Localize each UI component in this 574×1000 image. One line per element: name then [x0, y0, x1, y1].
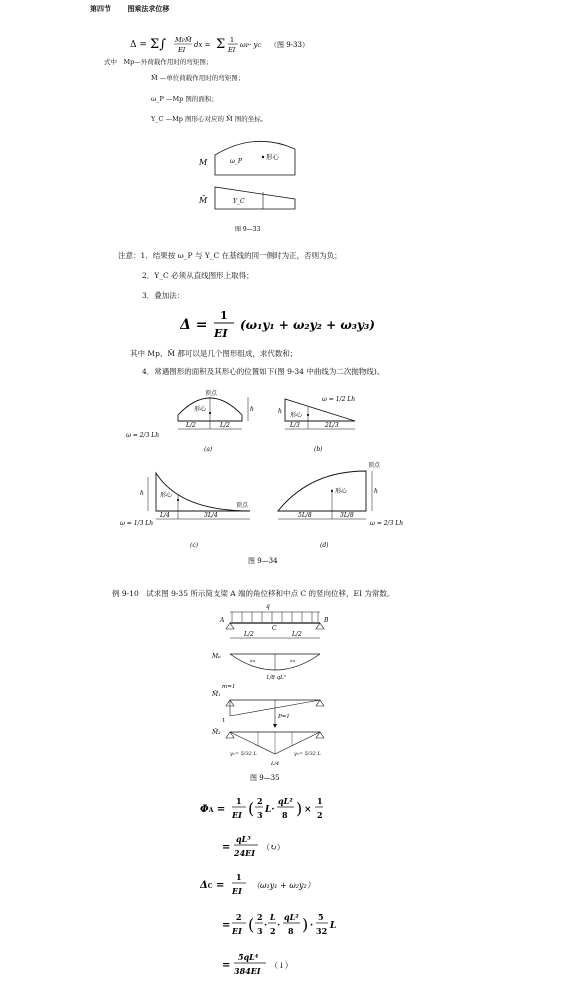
fig934d-centroid: 形心	[335, 488, 348, 495]
def-1: 式中 Mp—外荷载作用时的弯矩图；	[104, 58, 213, 66]
fig934a-h: h	[250, 406, 254, 413]
fig934c-omega: ω = 1/3 Lh	[120, 520, 154, 527]
solution-formulas	[200, 790, 400, 995]
fig933-omega: ω_P	[230, 158, 242, 165]
fig935-y1: y₁= 5/32 L	[230, 751, 257, 757]
svg-text:1: 1	[230, 36, 235, 44]
svg-text:EI: EI	[178, 46, 186, 54]
mbar-diagram-shape	[215, 187, 295, 209]
fig934b-seg2: 2L/3	[325, 422, 339, 429]
svg-text:1: 1	[220, 309, 228, 322]
fig934-a	[126, 389, 254, 453]
svg-text:ωP· yC: ωP· yC	[240, 41, 262, 49]
svg-text:×: ×	[304, 805, 312, 815]
fig935-mp-val: 1/8 qL²	[266, 675, 286, 681]
svg-text:ΔC =: ΔC =	[200, 880, 225, 891]
svg-text:2: 2	[236, 912, 242, 922]
superposition-formula	[180, 305, 390, 343]
fig934a-vertex: 顶点	[205, 390, 218, 397]
svg-text:24EI: 24EI	[234, 848, 255, 858]
fig934-b	[278, 396, 355, 453]
fig935-L4: L/4	[271, 761, 280, 767]
fig934-caption: 图 9—34	[248, 557, 278, 565]
svg-text:(ω₁y₁ + ω₂y₂ + ω₃y₃): (ω₁y₁ + ω₂y₂ + ω₃y₃)	[240, 318, 375, 332]
svg-text:3: 3	[257, 926, 263, 936]
item-4: 4．常遇图形的面积及其形心的位置如下(图 9-34 中曲线为二次抛物线)。	[142, 367, 385, 376]
svg-text:·: ·	[277, 921, 281, 931]
svg-text:8: 8	[282, 810, 288, 820]
svg-text:Σ∫: Σ∫	[150, 37, 166, 52]
fig933-label-m: M	[199, 158, 208, 167]
svg-text:qL³: qL³	[236, 834, 251, 844]
fig935-seg2: L/2	[292, 631, 302, 638]
fig935-q: q	[266, 603, 270, 610]
fig935-seg1: L/2	[244, 631, 254, 638]
fig935-M2: M̄₂	[212, 729, 221, 736]
fig935-w2: ω₂	[290, 659, 296, 664]
svg-text:2: 2	[257, 796, 263, 806]
svg-text:·: ·	[310, 921, 314, 931]
fig934-d	[278, 461, 403, 549]
fig934c-vertex: 顶点	[236, 502, 249, 509]
fig935-one: 1	[222, 718, 226, 724]
svg-text:MPM̄: MPM̄	[175, 36, 192, 44]
svg-text:EI: EI	[214, 327, 228, 340]
fig934d-h: h	[374, 488, 378, 495]
figure-9-33	[195, 135, 315, 235]
svg-text:qL²: qL²	[278, 796, 293, 806]
svg-text:Σ: Σ	[216, 37, 226, 52]
svg-text:（↓）: （↓）	[270, 961, 293, 970]
fig933-caption: 图 9—33	[235, 226, 261, 233]
fig935-y2: y₂= 5/32 L	[294, 751, 321, 757]
fig934-c	[120, 473, 250, 549]
fig934c-h: h	[140, 490, 144, 497]
svg-text:1: 1	[236, 796, 242, 806]
fig934a-label: (a)	[204, 446, 213, 453]
svg-text:qL²: qL²	[284, 912, 299, 922]
svg-text:5qL⁴: 5qL⁴	[238, 952, 259, 962]
fig934c-centroid: 形心	[160, 492, 173, 499]
svg-text:2: 2	[317, 810, 323, 820]
svg-text:(: (	[248, 915, 255, 934]
fig934b-centroid: 形心	[290, 412, 303, 419]
fig935-P1: P=1	[278, 714, 290, 720]
figure-9-35	[200, 600, 340, 785]
svg-text:3: 3	[257, 810, 263, 820]
centroid-dot	[262, 156, 264, 158]
section-title: 图乘法求位移	[127, 5, 170, 13]
example-statement: 例 9-10 试求图 9-35 所示简支梁 A 端的角位移和中点 C 的竖向位移，EI 为常数。	[112, 589, 395, 598]
fig934a-seg2: L/2	[220, 422, 230, 429]
fig934d-omega: ω = 2/3 Lh	[370, 520, 404, 527]
svg-text:dx =: dx =	[194, 41, 211, 49]
svg-text:): )	[296, 799, 303, 818]
after-formula: 其中 Mp、M̄ 都可以是几个图形组成，求代数和；	[130, 349, 298, 358]
fig934b-h: h	[278, 408, 282, 415]
def-2: M̄ —单位荷载作用时的弯矩图；	[151, 74, 245, 82]
fig934c-seg1: L/4	[160, 512, 170, 519]
svg-text:2: 2	[257, 912, 263, 922]
fig934d-label: (d)	[320, 542, 329, 549]
fig935-C: C	[272, 625, 277, 632]
fig934c-label: (c)	[190, 542, 199, 549]
fig934b-seg1: L/3	[290, 422, 300, 429]
svg-text:=: =	[222, 960, 231, 971]
fig935-Mp: Mₚ	[212, 653, 221, 660]
svg-text:·: ·	[264, 921, 268, 931]
fig934c-seg2: 3L/4	[204, 512, 218, 519]
fig935-B: B	[324, 617, 329, 624]
fig934a-centroid: 形心	[194, 406, 207, 413]
fig935-A: A	[220, 617, 225, 624]
def-4: Y_C —Mp 图形心对应的 M̄ 图的坐标。	[151, 115, 268, 123]
section-number: 第四节	[90, 5, 111, 13]
svg-text:EI: EI	[228, 46, 236, 54]
svg-text:（↻）: （↻）	[262, 843, 285, 852]
fig934d-vertex: 顶点	[368, 462, 381, 469]
fig933-label-mbar: M̄	[199, 196, 208, 205]
fig934a-seg1: L/2	[186, 422, 196, 429]
svg-text:Δ =: Δ =	[180, 317, 208, 333]
svg-text:1: 1	[317, 796, 323, 806]
fig935-caption: 图 9—35	[250, 774, 280, 782]
fig934b-omega: ω = 1/2 Lh	[322, 396, 356, 403]
svg-text:L: L	[270, 912, 276, 922]
fig935-w1: ω₁	[250, 659, 256, 664]
svg-text:L: L	[330, 921, 337, 931]
svg-text:ΦA =: ΦA =	[200, 804, 226, 815]
figure-9-34	[120, 385, 410, 565]
svg-text:=: =	[222, 842, 231, 853]
svg-text:（图 9-33）: （图 9-33）	[270, 41, 309, 49]
note-3: 3．叠加法：	[142, 291, 185, 300]
svg-text:=: =	[222, 920, 231, 931]
fig935-M1: M̄₁	[212, 691, 221, 698]
mp-diagram-shape	[215, 141, 295, 175]
fig934d-seg1: 5L/8	[298, 512, 312, 519]
svg-text:L·: L·	[265, 805, 275, 815]
svg-text:1: 1	[236, 872, 242, 882]
svg-text:32: 32	[316, 926, 328, 936]
svg-text:384EI: 384EI	[234, 966, 261, 976]
svg-text:Δ =: Δ =	[130, 40, 147, 50]
svg-text:EI: EI	[232, 926, 242, 936]
fig934a-omega: ω = 2/3 Lh	[126, 432, 160, 439]
svg-text:): )	[302, 915, 309, 934]
intro-formula	[130, 34, 330, 58]
page-header	[90, 4, 169, 14]
note-1: 注意：1．结果按 ω_P 与 Y_C 在基线的同一侧时为正，否则为负；	[118, 251, 342, 260]
svg-text:(: (	[248, 799, 255, 818]
note-2: 2．Y_C 必须从直线图形上取得；	[142, 271, 254, 280]
svg-text:EI: EI	[232, 810, 242, 820]
svg-text:EI: EI	[232, 886, 242, 896]
fig933-yc: Y_C	[233, 198, 245, 205]
fig934b-label: (b)	[314, 446, 323, 453]
def-3: ω_P —Mp 图的面积；	[151, 95, 218, 103]
svg-text:8: 8	[288, 926, 294, 936]
svg-text:2: 2	[270, 926, 276, 936]
svg-text:（ω₁y₁ + ω₂y₂）: （ω₁y₁ + ω₂y₂）	[252, 881, 315, 890]
intro-formula-svg	[130, 34, 330, 56]
fig935-m1: m=1	[222, 684, 236, 690]
fig933-centroid: 形心	[266, 153, 279, 161]
fig934d-seg2: 3L/8	[340, 512, 354, 519]
svg-text:5: 5	[318, 912, 324, 922]
